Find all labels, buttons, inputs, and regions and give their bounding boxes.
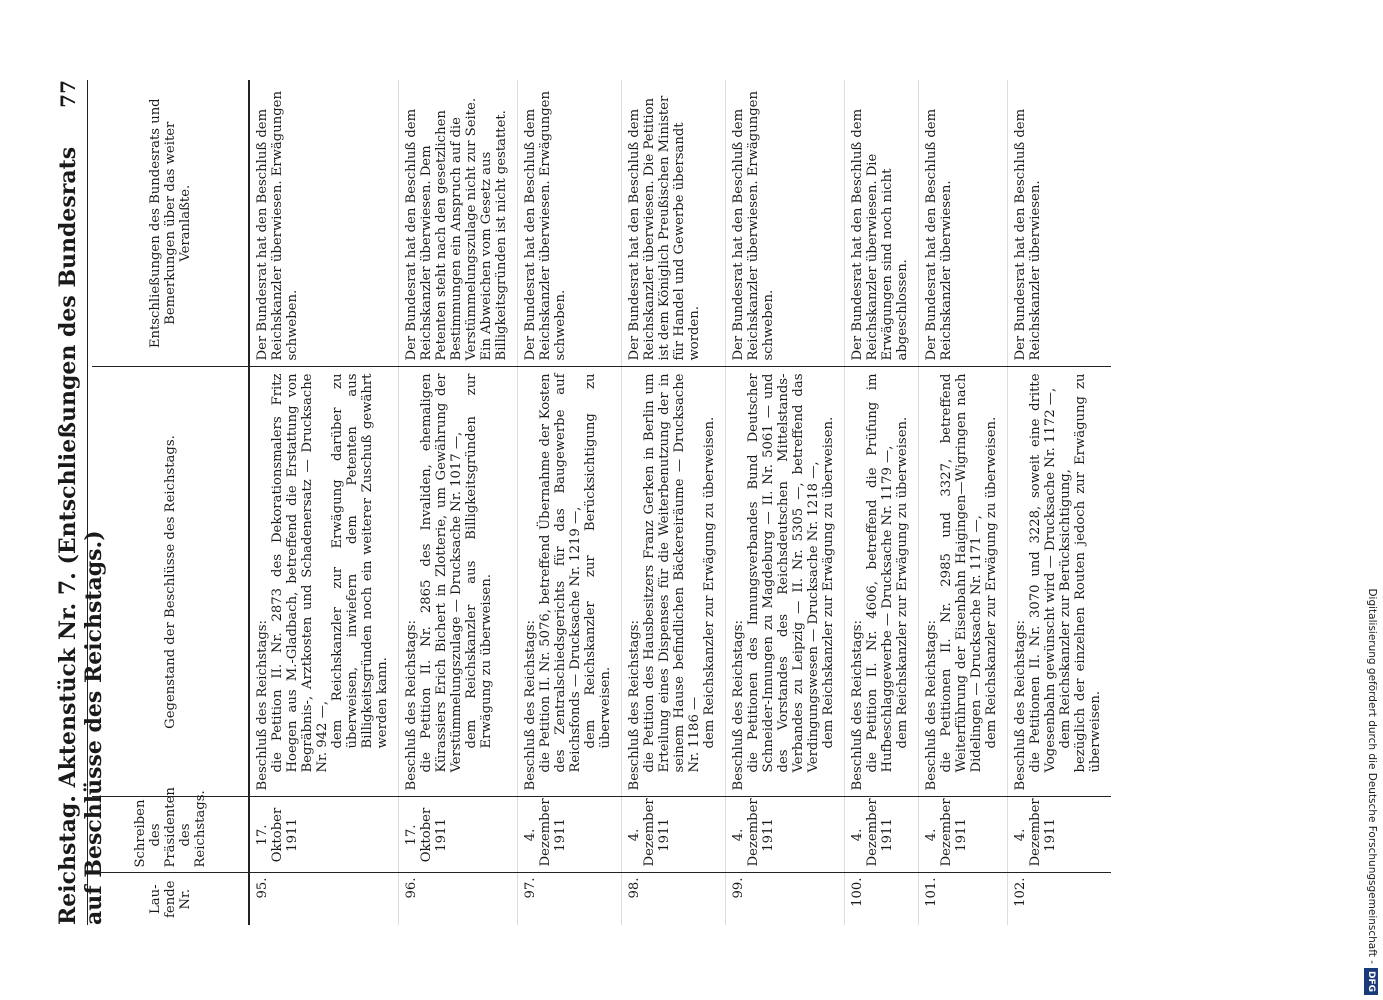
row-number: 102. xyxy=(1008,873,1112,925)
dfg-logo: DFG xyxy=(1364,968,1378,995)
resolution-heading: Beschluß des Reichstags: xyxy=(404,620,419,791)
row-remark: Der Bundesrat hat den Beschluß dem Reichskanzler überwiesen. Dem Petenten steht nach den gesetzlichen Bestimmungen ein Anspruch auf die Verstümmelungszulage nicht zur Seite. Ein Abweichen vom Gesetz aus Billigkeitsgründen ist nicht gestattet. xyxy=(399,80,518,367)
resolution-heading: Beschluß des Reichstags: xyxy=(627,620,642,791)
resolution-decision: dem Reichskanzler zur Erwägung zu überweisen. xyxy=(702,416,717,749)
column-header-gegenstand: Gegenstand der Beschlüsse des Reichstags. xyxy=(92,367,249,797)
row-date: 4. Dezember 1911 xyxy=(845,797,919,873)
row-remark: Der Bundesrat hat den Beschluß dem Reichskanzler überwiesen. Erwägungen schweben. xyxy=(249,80,399,367)
table-row xyxy=(622,80,726,925)
resolution-heading: Beschluß des Reichstags: xyxy=(924,620,939,791)
row-number: 95. xyxy=(255,877,270,899)
resolution-petition: die Petition II. Nr. 4606, betreffend die Prüfung im Hufbeschlaggewerbe — Drucksache Nr. 1179 —, xyxy=(865,373,895,773)
row-remark: Der Bundesrat hat den Beschluß dem Reichskanzler überwiesen. Die Petition ist dem Königlich Preußischen Minister für Handel und Gewerbe übersandt worden. xyxy=(622,80,726,367)
resolution-heading: Beschluß des Reichstags: xyxy=(850,620,865,791)
resolution-heading: Beschluß des Reichstags: xyxy=(731,620,746,791)
row-number: 100. xyxy=(845,873,919,925)
resolution-decision: dem Reichskanzler zur Berücksichtigung zu überweisen. xyxy=(583,373,613,749)
resolution-heading: Beschluß des Reichstags: xyxy=(523,620,538,791)
row-subject xyxy=(726,367,845,797)
row-subject xyxy=(919,367,1008,797)
row-remark: Der Bundesrat hat den Beschluß dem Reichskanzler überwiesen. Die Erwägungen sind noch nicht abgeschlossen. xyxy=(845,80,919,367)
resolution-decision: dem Reichskanzler zur Berücksichtigung, xyxy=(1058,469,1073,749)
column-header-bemerkungen: Entschließungen des Bundesrats und Bemerkungen über das weiter Veranlaßte. xyxy=(92,80,249,367)
resolution-petition: die Petitionen des Innungsverbandes Bund Deutscher Schneider-Innungen zu Magdeburg — II. Nr. 5061 — und des Vorstandes des Reichsdeutschen Mittelstands-Verbandes zu Leipzig — II. Nr. 5305 —, betreffend das Verdingungswesen — Drucksache Nr. 1218 —, xyxy=(746,373,821,773)
resolution-petition: die Petitionen II. Nr. 3070 und 3228, soweit eine dritte Vogesenbahn gewünscht wird — Drucksache Nr. 1172 —, xyxy=(1028,373,1058,773)
resolution-petition: die Petition des Hausbesitzers Franz Gerken in Berlin um Erteilung eines Dispenses für die Weiterbenutzung der in seinem Hause befindlichen Bäckereiräume — Drucksache Nr. 1186 — xyxy=(642,373,702,773)
table-header-row xyxy=(92,80,249,925)
row-number: 98. xyxy=(622,873,726,925)
table-row xyxy=(399,80,518,925)
row-subject xyxy=(622,367,726,797)
table-row xyxy=(726,80,845,925)
column-header-nr: Lau-fende Nr. xyxy=(92,873,249,925)
resolution-heading: Beschluß des Reichstags: xyxy=(255,620,270,791)
resolutions-table xyxy=(92,80,1111,925)
row-date: 4. Dezember 1911 xyxy=(518,797,622,873)
resolution-decision-extra: bezüglich der einzelnen Routen jedoch zur Erwägung zu überweisen. xyxy=(1073,373,1103,773)
table-row xyxy=(845,80,919,925)
digitization-note xyxy=(1363,5,1381,995)
resolution-petition: die Petition II. Nr. 2873 des Dekorationsmalers Fritz Hoegen aus M.-Gladbach, betreffend die Erstattung von Begräbnis-, Arztkosten und Schadenersatz — Drucksache Nr. 942 —, xyxy=(270,373,330,773)
page-title: Reichstag. Aktenstück Nr. 7. (Entschließungen des Bundesrats auf Beschlüsse des Reichstags.) xyxy=(55,146,107,925)
table-row xyxy=(249,80,399,925)
resolution-decision: dem Reichskanzler zur Erwägung zu überweisen. xyxy=(821,416,836,749)
row-subject xyxy=(845,367,919,797)
column-header-date: Schreiben des Präsidenten des Reichstags. xyxy=(92,797,249,873)
row-date: 4. Dezember 1911 xyxy=(1008,797,1112,873)
row-remark: Der Bundesrat hat den Beschluß dem Reichskanzler überwiesen. Erwägungen schweben. xyxy=(518,80,622,367)
row-date: 17. Oktober 1911 xyxy=(399,797,518,873)
row-subject xyxy=(518,367,622,797)
resolution-decision: dem Reichskanzler zur Erwägung darüber zu überweisen, inwiefern dem Petenten aus Billigkeitsgründen noch ein weiterer Zuschuß gewährt werden kann. xyxy=(330,373,390,749)
page-number: 77 xyxy=(56,80,80,108)
resolution-petition: die Petition II. Nr. 2865 des Invaliden, ehemaligen Kürassiers Erich Bichert in Zlotterie, um Gewährung der Verstümmelungszulage — Drucksache Nr. 1017 —, xyxy=(419,373,464,773)
row-remark: Der Bundesrat hat den Beschluß dem Reichskanzler überwiesen. xyxy=(1008,80,1112,367)
table-row xyxy=(518,80,622,925)
row-subject xyxy=(249,367,399,797)
row-date: 4. Dezember 1911 xyxy=(622,797,726,873)
row-remark: Der Bundesrat hat den Beschluß dem Reichskanzler überwiesen. xyxy=(919,80,1008,367)
page-header xyxy=(55,80,107,925)
row-remark: Der Bundesrat hat den Beschluß dem Reichskanzler überwiesen. Erwägungen schweben. xyxy=(726,80,845,367)
row-subject xyxy=(399,367,518,797)
row-subject xyxy=(1008,367,1112,797)
resolution-petition: die Petitionen II. Nr. 2985 und 3327, betreffend Weiterführung der Eisenbahn Haigingen—Wigringen nach Didelingen — Drucksache Nr. 1171 —, xyxy=(939,373,984,773)
row-date: 4. Dezember 1911 xyxy=(919,797,1008,873)
resolution-heading: Beschluß des Reichstags: xyxy=(1013,620,1028,791)
row-date: 4. Dezember 1911 xyxy=(726,797,845,873)
resolution-decision: dem Reichskanzler zur Erwägung zu überweisen. xyxy=(895,416,910,749)
table-row xyxy=(919,80,1008,925)
row-number: 96. xyxy=(399,873,518,925)
digitization-note-text: Digitalisierung gefördert durch die Deutsche Forschungsgemeinschaft - xyxy=(1366,588,1378,964)
table-row xyxy=(1008,80,1112,925)
row-date: 17. Oktober 1911 xyxy=(249,797,399,873)
row-number: 97. xyxy=(518,873,622,925)
row-number: 99. xyxy=(726,873,845,925)
row-number: 101. xyxy=(919,873,1008,925)
resolution-decision: dem Reichskanzler zur Erwägung zu überweisen. xyxy=(984,416,999,749)
resolution-petition: die Petition II. Nr. 5076, betreffend Übernahme der Kosten des Zentralschiedsgerichts für das Baugewerbe auf Reichsfonds — Drucksache Nr. 1219 —, xyxy=(538,373,583,773)
resolution-decision: dem Reichskanzler aus Billigkeitsgründen zur Erwägung zu überweisen. xyxy=(464,373,494,749)
